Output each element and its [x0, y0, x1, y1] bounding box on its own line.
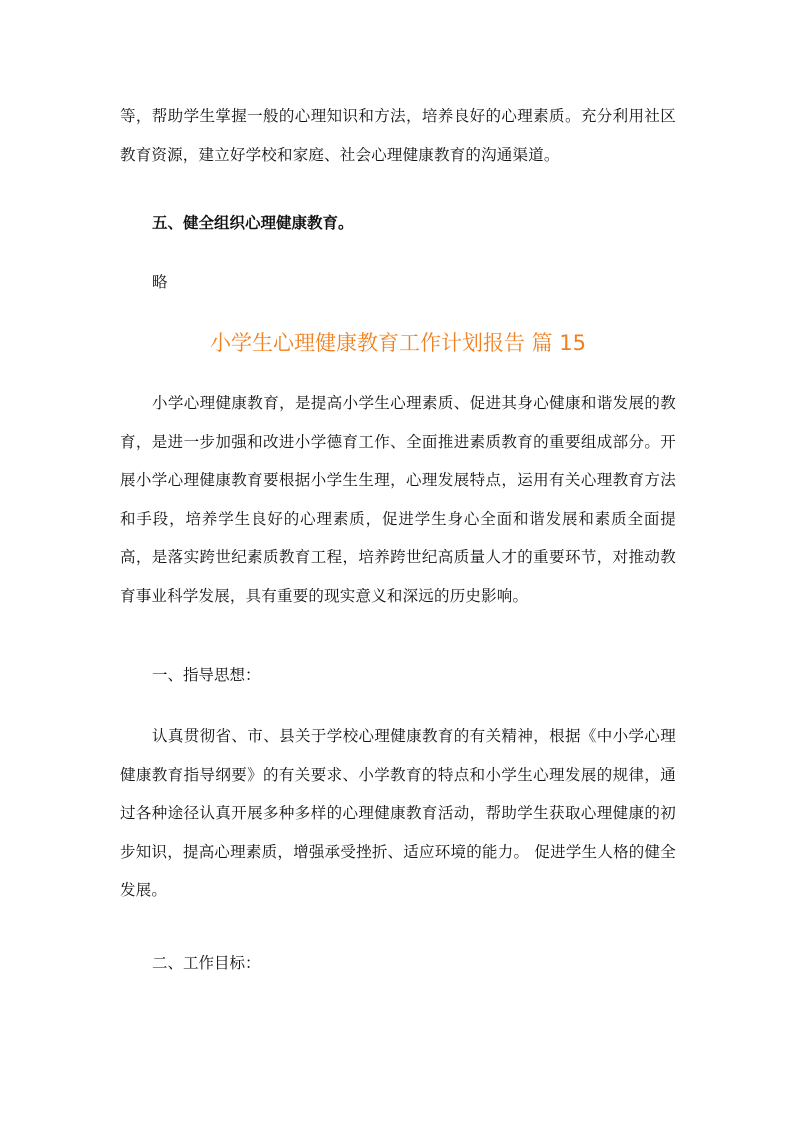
document-title: 小学生心理健康教育工作计划报告 篇 15 — [209, 331, 587, 355]
section5-body: 略 — [152, 273, 168, 291]
main-paragraph: 小学心理健康教育，是提高小学生心理素质、促进其身心健康和谐发展的教育，是进一步加强和改进小学德育工作、全面推进素质教育的重要组成部分。开展小学心理健康教育要根据小学生生理，心理发展特点，运用有关心理教育方法和手段，培养学生良好的心理素质，促进学生身心全面和谐发展和素质全面提高，是落实跨世纪素质教育工程，培养跨世纪高质量人才的重要环节，对推动教育事业科学发展，具有重要的现实意义和深远的历史影响。 — [120, 394, 676, 605]
heading-work-goals: 二、工作目标： — [152, 954, 261, 972]
heading-guiding-thought: 一、指导思想： — [152, 666, 261, 684]
intro-paragraph: 等，帮助学生掌握一般的心理知识和方法，培养良好的心理素质。充分利用社区教育资源，建立好学校和家庭、社会心理健康教育的沟通渠道。 — [120, 107, 676, 164]
guiding-paragraph: 认真贯彻省、市、县关于学校心理健康教育的有关精神，根据《中小学心理健康教育指导纲要》的有关要求、小学教育的特点和小学生心理发展的规律，通过各种途径认真开展多种多样的心理健康教育活动，帮助学生获取心理健康的初步知识，提高心理素质，增强承受挫折、适应环境的能力。 促进学生人格的健全发展。 — [120, 727, 676, 899]
section5-heading: 五、健全组织心理健康教育。 — [152, 214, 354, 232]
